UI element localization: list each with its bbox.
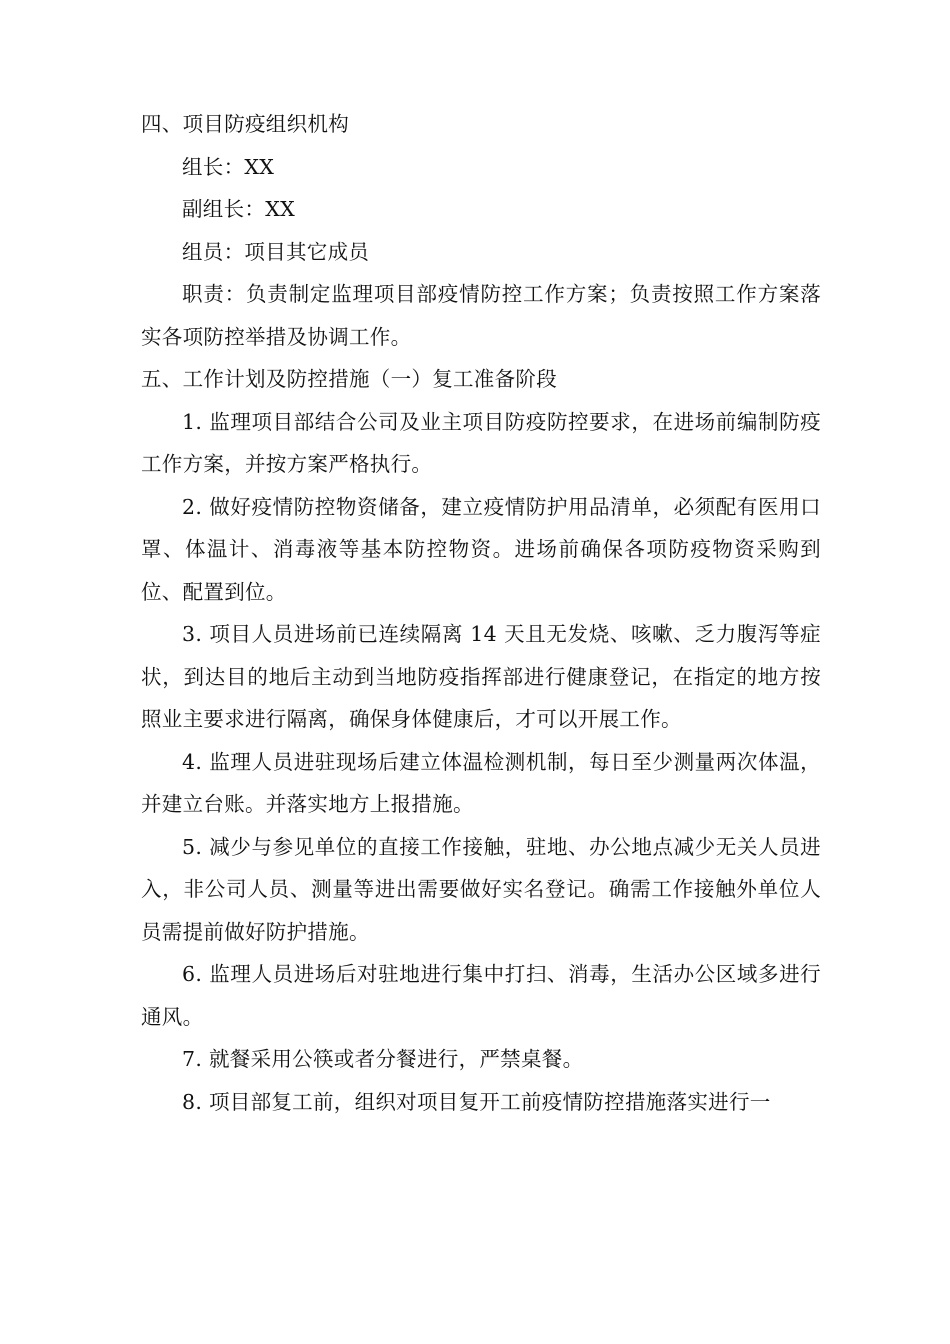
section-heading-organization: 四、项目防疫组织机构 xyxy=(141,112,349,136)
paragraph-responsibilities: 职责：负责制定监理项目部疫情防控工作方案；负责按照工作方案落实各项防控举措及协调工作。 xyxy=(141,282,821,349)
paragraph-deputy-leader: 副组长：XX xyxy=(182,197,295,221)
list-item-4: 4. 监理人员进驻现场后建立体温检测机制，每日至少测量两次体温，并建立台账。并落实地方上报措施。 xyxy=(141,749,821,816)
list-item-5: 5. 减少与参见单位的直接工作接触，驻地、办公地点减少无关人员进入，非公司人员、测量等进出需要做好实名登记。确需工作接触外单位人员需提前做好防护措施。 xyxy=(141,834,821,944)
list-item-1: 1. 监理项目部结合公司及业主项目防疫防控要求，在进场前编制防疫工作方案，并按方案严格执行。 xyxy=(141,409,821,476)
paragraph-team-members: 组员：项目其它成员 xyxy=(182,239,370,264)
section-heading-work-plan: 五、工作计划及防控措施（一）复工准备阶段 xyxy=(141,367,557,391)
list-item-8: 8. 项目部复工前，组织对项目复开工前疫情防控措施落实进行一 xyxy=(182,1089,771,1114)
list-item-7: 7. 就餐采用公筷或者分餐进行，严禁桌餐。 xyxy=(182,1047,584,1071)
list-item-2: 2. 做好疫情防控物资储备，建立疫情防护用品清单，必须配有医用口罩、体温计、消毒液等基本防控物资。进场前确保各项防疫物资采购到位、配置到位。 xyxy=(141,494,821,604)
list-item-6: 6. 监理人员进场后对驻地进行集中打扫、消毒，生活办公区域多进行通风。 xyxy=(141,962,821,1029)
paragraph-team-leader: 组长：XX xyxy=(182,154,275,179)
list-item-3: 3. 项目人员进场前已连续隔离 14 天且无发烧、咳嗽、乏力腹泻等症状，到达目的地后主动到当地防疫指挥部进行健康登记，在指定的地方按照业主要求进行隔离，确保身体健康后，才可以开展工作。 xyxy=(141,622,821,731)
document-body xyxy=(141,103,821,1123)
